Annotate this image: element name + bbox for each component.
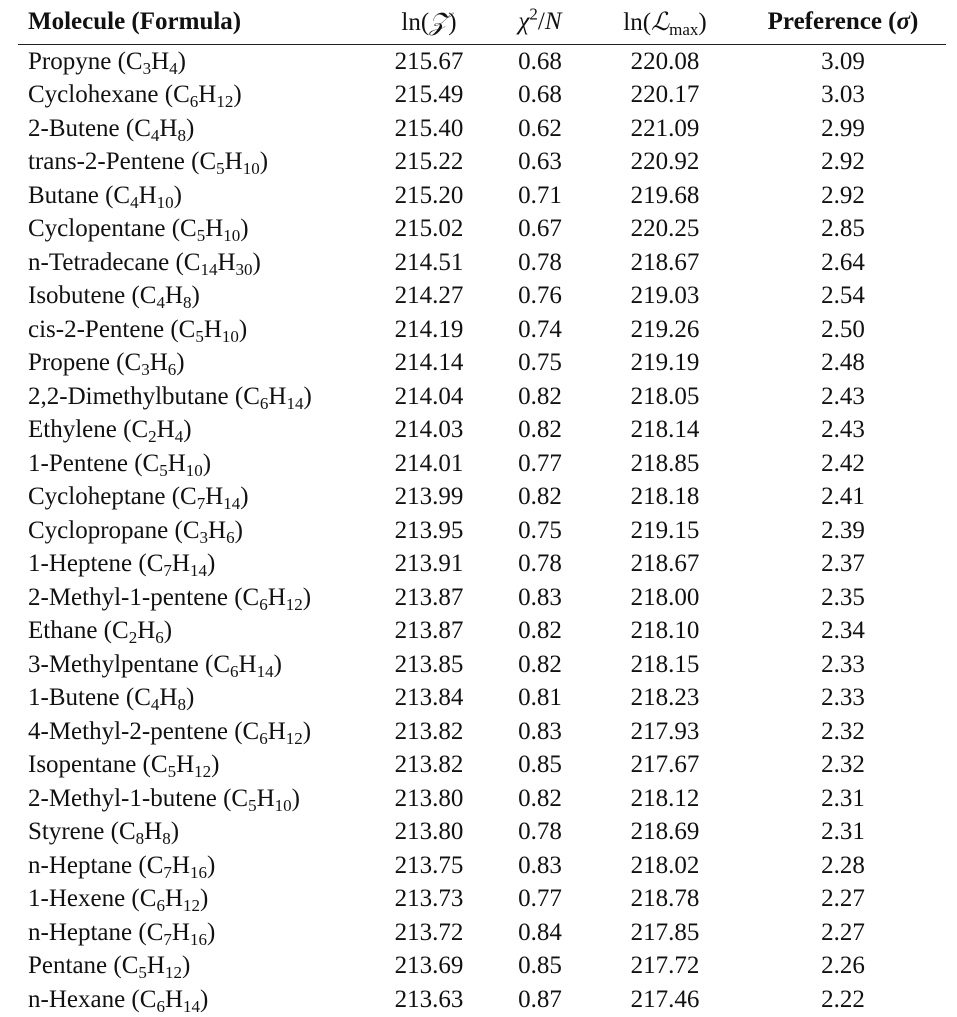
molecule-name: Butane (28, 181, 99, 209)
table-row (18, 648, 946, 682)
chi-squared-cell: 0.82 (518, 416, 562, 444)
table-body (18, 45, 946, 1017)
ln-z-cell: 215.02 (394, 215, 464, 243)
chi-squared-cell: 0.81 (518, 684, 562, 712)
preference-cell: 2.50 (821, 315, 865, 343)
ln-l-max-cell: 218.78 (630, 885, 700, 913)
molecule-cell: n-Heptane $(C_7H_{16})$ (28, 918, 216, 949)
molecule-name: 2-Methyl-1-butene (28, 784, 217, 812)
chi-squared-cell: 0.75 (518, 349, 562, 377)
ln-z-cell: 215.49 (394, 81, 464, 109)
molecule-formula: $C_7H_{14}$ (146, 550, 207, 580)
molecule-formula: $C_6H_{12}$ (242, 583, 303, 614)
table-row (18, 347, 946, 381)
preference-cell: 2.54 (821, 282, 865, 310)
ln-l-max-cell: 218.10 (630, 617, 700, 645)
molecule-cell: 1-Heptene $(C_7H_{14})$ (28, 550, 216, 580)
molecule-cell: Propyne $(C_3H_4)$ (28, 47, 186, 78)
table-row (18, 481, 946, 515)
chi-squared-cell: 0.77 (518, 885, 562, 913)
ln-z-cell: 213.72 (394, 918, 464, 946)
molecule-formula: $C_5H_{10}$ (199, 148, 260, 178)
chi-squared-cell: 0.82 (518, 483, 562, 511)
ln-z-cell: 214.19 (394, 315, 464, 343)
table-row (18, 950, 946, 984)
ln-z-cell: 213.87 (394, 617, 464, 645)
preference-cell: 2.39 (821, 516, 865, 544)
chi-squared-cell: 0.84 (518, 918, 562, 946)
molecule-cell: 1-Pentene $(C_5H_{10})$ (28, 449, 212, 480)
molecule-cell: 3-Methylpentane $(C_6H_{14})$ (28, 650, 282, 681)
chi-squared-cell: 0.83 (518, 583, 562, 611)
ln-l-max-cell: 219.26 (630, 315, 700, 343)
table-row (18, 782, 946, 816)
header-ln-z: ln(𝒵) (368, 0, 490, 45)
molecule-formula: $C_6H_{14}$ (139, 985, 200, 1016)
molecule-formula: $C_2H_4$ (131, 416, 184, 446)
table-row (18, 514, 946, 548)
preference-cell: 2.34 (821, 617, 865, 645)
ln-l-max-cell: 220.92 (630, 148, 700, 176)
molecule-cell: Cyclopentane $(C_5H_{10})$ (28, 215, 249, 245)
molecule-cell: Cyclohexane $(C_6H_{12})$ (28, 81, 242, 111)
ln-l-max-cell: 219.68 (630, 181, 700, 209)
molecule-formula: $C_6H_{12}$ (139, 885, 200, 915)
molecule-name: Pentane (28, 952, 108, 980)
molecule-name: Propyne (28, 47, 112, 75)
molecule-name: n-Hexane (28, 985, 126, 1013)
molecule-formula: $C_4H_8$ (134, 114, 186, 145)
preference-cell: 2.99 (821, 114, 865, 142)
molecule-formula: $C_6H_{14}$ (213, 650, 274, 681)
chi-squared-cell: 0.82 (518, 382, 562, 410)
table-row (18, 179, 946, 213)
ln-l-max-cell: 218.23 (630, 684, 700, 712)
preference-cell: 2.48 (821, 349, 865, 377)
molecule-formula: $C_5H_{10}$ (231, 784, 292, 815)
preference-cell: 2.42 (821, 449, 865, 477)
molecule-name: Cycloheptane (28, 483, 166, 511)
molecule-name: Isopentane (28, 751, 137, 779)
preference-cell: 2.41 (821, 483, 865, 511)
ln-z-cell: 213.91 (394, 550, 464, 578)
chi-squared-cell: 0.63 (518, 148, 562, 176)
preference-cell: 2.33 (821, 650, 865, 678)
ln-z-cell: 214.51 (394, 248, 464, 276)
table-row (18, 112, 946, 146)
table-row (18, 816, 946, 850)
preference-cell: 2.31 (821, 784, 865, 812)
ln-l-max-cell: 218.67 (630, 248, 700, 276)
molecule-name: n-Heptane (28, 851, 133, 879)
molecule-formula: $C_{14}H_{30}$ (183, 248, 253, 279)
table-row (18, 79, 946, 113)
molecule-formula: $C_8H_8$ (118, 818, 171, 848)
chi-squared-cell: 0.87 (518, 985, 562, 1013)
molecule-formula: $C_6H_{12}$ (173, 81, 234, 111)
chi-squared-cell: 0.71 (518, 181, 562, 209)
molecule-cell: 1-Butene $(C_4H_8)$ (28, 684, 195, 714)
ln-z-cell: 214.14 (394, 349, 464, 377)
molecule-cell: Cycloheptane $(C_7H_{14})$ (28, 483, 249, 513)
molecule-formula: $C_3H_6$ (182, 516, 235, 547)
ln-z-cell: 213.87 (394, 583, 464, 611)
chi-squared-cell: 0.68 (518, 81, 562, 109)
molecule-cell: 4-Methyl-2-pentene $(C_6H_{12})$ (28, 717, 312, 748)
table-row (18, 548, 946, 582)
ln-z-cell: 213.75 (394, 851, 464, 879)
table-row (18, 849, 946, 883)
molecule-cell: Cyclopropane $(C_3H_6)$ (28, 516, 243, 547)
chi-squared-cell: 0.82 (518, 650, 562, 678)
molecule-cell: Butane $(C_4H_{10})$ (28, 181, 182, 212)
molecule-preference-table (18, 0, 946, 1017)
preference-cell: 2.37 (821, 550, 865, 578)
table-row (18, 146, 946, 180)
chi-squared-cell: 0.83 (518, 851, 562, 879)
preference-cell: 2.27 (821, 885, 865, 913)
ln-z-cell: 214.01 (394, 449, 464, 477)
ln-z-cell: 213.95 (394, 516, 464, 544)
chi-squared-cell: 0.82 (518, 784, 562, 812)
molecule-cell: Isobutene $(C_4H_8)$ (28, 282, 200, 312)
table-row (18, 916, 946, 950)
ln-l-max-cell: 218.05 (630, 382, 700, 410)
ln-l-max-cell: 218.18 (630, 483, 700, 511)
ln-l-max-cell: 217.67 (630, 751, 700, 779)
molecule-name: 2-Methyl-1-pentene (28, 583, 228, 611)
molecule-formula: $C_6H_{12}$ (242, 717, 303, 748)
chi-squared-cell: 0.83 (518, 717, 562, 745)
ln-l-max-cell: 219.19 (630, 349, 700, 377)
molecule-name: Cyclopropane (28, 516, 169, 544)
preference-cell: 2.92 (821, 148, 865, 176)
ln-l-max-cell: 220.08 (630, 47, 700, 75)
preference-cell: 2.26 (821, 952, 865, 980)
preference-cell: 2.43 (821, 382, 865, 410)
table-row (18, 615, 946, 649)
ln-l-max-cell: 218.85 (630, 449, 700, 477)
table-header-row (18, 0, 946, 45)
preference-cell: 2.92 (821, 181, 865, 209)
chi-squared-cell: 0.85 (518, 952, 562, 980)
molecule-name: 1-Heptene (28, 550, 133, 578)
molecule-name: 1-Pentene (28, 449, 128, 477)
molecule-cell: Ethylene $(C_2H_4)$ (28, 416, 192, 446)
molecule-formula: $C_5H_{12}$ (150, 751, 212, 781)
table-row (18, 213, 946, 247)
ln-l-max-cell: 217.72 (630, 952, 700, 980)
molecule-name: Ethylene (28, 416, 117, 444)
molecule-name: 2,2-Dimethylbutane (28, 382, 229, 410)
chi-squared-cell: 0.67 (518, 215, 562, 243)
molecule-name: Ethane (28, 617, 98, 645)
preference-cell: 2.43 (821, 416, 865, 444)
molecule-name: cis-2-Pentene (28, 315, 165, 343)
chi-squared-cell: 0.82 (518, 617, 562, 645)
chi-squared-cell: 0.78 (518, 818, 562, 846)
table-row (18, 715, 946, 749)
molecule-formula: $C_4H_8$ (139, 282, 192, 312)
ln-l-max-cell: 219.03 (630, 282, 700, 310)
chi-squared-cell: 0.76 (518, 282, 562, 310)
ln-l-max-cell: 218.15 (630, 650, 700, 678)
molecule-name: n-Tetradecane (28, 248, 170, 276)
molecule-name: 1-Hexene (28, 885, 126, 913)
molecule-formula: $C_7H_{14}$ (180, 483, 241, 513)
ln-z-cell: 213.82 (394, 751, 464, 779)
molecule-formula: $C_2H_6$ (112, 617, 164, 647)
table-row (18, 883, 946, 917)
ln-l-max-cell: 218.69 (630, 818, 700, 846)
molecule-name: 4-Methyl-2-pentene (28, 717, 228, 745)
ln-z-cell: 213.73 (394, 885, 464, 913)
ln-z-cell: 214.27 (394, 282, 464, 310)
molecule-cell: Styrene $(C_8H_8)$ (28, 818, 180, 848)
preference-cell: 2.32 (821, 751, 865, 779)
preference-cell: 2.22 (821, 985, 865, 1013)
preference-cell: 2.31 (821, 818, 865, 846)
molecule-formula: $C_5H_{10}$ (142, 449, 203, 480)
chi-squared-cell: 0.62 (518, 114, 562, 142)
ln-z-cell: 213.84 (394, 684, 464, 712)
molecule-cell: 2-Methyl-1-butene $(C_5H_{10})$ (28, 784, 300, 815)
table-row (18, 414, 946, 448)
molecule-name: 2-Butene (28, 114, 120, 142)
ln-z-cell: 213.85 (394, 650, 464, 678)
molecule-name: n-Heptane (28, 918, 133, 946)
ln-z-cell: 215.67 (394, 47, 464, 75)
molecule-name: 1-Butene (28, 684, 120, 712)
chi-squared-cell: 0.78 (518, 550, 562, 578)
molecule-cell: Isopentane $(C_5H_{12})$ (28, 751, 220, 781)
ln-l-max-cell: 221.09 (630, 114, 700, 142)
molecule-formula: $C_3H_4$ (125, 47, 178, 78)
preference-cell: 2.64 (821, 248, 865, 276)
ln-z-cell: 214.03 (394, 416, 464, 444)
ln-z-cell: 215.40 (394, 114, 464, 142)
table-row (18, 45, 946, 79)
molecule-cell: 2-Butene $(C_4H_8)$ (28, 114, 195, 145)
preference-cell: 3.03 (821, 81, 865, 109)
preference-cell: 2.85 (821, 215, 865, 243)
chi-squared-cell: 0.68 (518, 47, 562, 75)
molecule-name: trans-2-Pentene (28, 148, 185, 176)
header-molecule: Molecule (Formula) (18, 0, 368, 45)
chi-squared-cell: 0.77 (518, 449, 562, 477)
molecule-cell: n-Tetradecane $(C_{14}H_{30})$ (28, 248, 261, 279)
chi-squared-cell: 0.74 (518, 315, 562, 343)
header-chi-squared: $\chi^2/N$ (490, 0, 590, 45)
ln-z-cell: 213.80 (394, 784, 464, 812)
molecule-name: Cyclohexane (28, 81, 159, 109)
molecule-cell: trans-2-Pentene $(C_5H_{10})$ (28, 148, 269, 178)
ln-l-max-cell: 217.93 (630, 717, 700, 745)
ln-z-cell: 213.69 (394, 952, 464, 980)
ln-l-max-cell: 217.46 (630, 985, 700, 1013)
chi-squared-cell: 0.78 (518, 248, 562, 276)
molecule-cell: cis-2-Pentene $(C_5H_{10})$ (28, 315, 248, 346)
molecule-cell: n-Heptane $(C_7H_{16})$ (28, 851, 216, 882)
table-row (18, 447, 946, 481)
table-row (18, 246, 946, 280)
ln-z-cell: 214.04 (394, 382, 464, 410)
molecule-formula: $C_3H_6$ (124, 349, 177, 379)
header-preference: Preference (σ) (740, 0, 946, 45)
molecule-formula: $C_6H_{14}$ (243, 382, 304, 413)
preference-cell: 3.09 (821, 47, 865, 75)
ln-z-cell: 215.20 (394, 181, 464, 209)
ln-z-cell: 215.22 (394, 148, 464, 176)
molecule-name: 3-Methylpentane (28, 650, 199, 678)
molecule-formula: $C_5H_{10}$ (180, 215, 241, 245)
ln-l-max-cell: 218.12 (630, 784, 700, 812)
ln-l-max-cell: 218.00 (630, 583, 700, 611)
molecule-formula: $C_5H_{10}$ (178, 315, 239, 346)
ln-l-max-cell: 219.15 (630, 516, 700, 544)
molecule-cell: 2,2-Dimethylbutane $(C_6H_{14})$ (28, 382, 312, 413)
molecule-cell: 1-Hexene $(C_6H_{12})$ (28, 885, 209, 915)
table-row (18, 581, 946, 615)
molecule-name: Isobutene (28, 282, 126, 310)
molecule-formula: $C_5H_{12}$ (121, 952, 182, 982)
molecule-formula: $C_7H_{16}$ (146, 851, 207, 882)
molecule-cell: Ethane $(C_2H_6)$ (28, 617, 173, 647)
preference-cell: 2.27 (821, 918, 865, 946)
preference-cell: 2.33 (821, 684, 865, 712)
table-row (18, 682, 946, 716)
header-ln-l-max: ln(ℒ$_{max}$) (590, 0, 740, 45)
molecule-table-container (18, 0, 946, 1017)
preference-cell: 2.32 (821, 717, 865, 745)
chi-squared-cell: 0.85 (518, 751, 562, 779)
table-row (18, 313, 946, 347)
ln-l-max-cell: 218.67 (630, 550, 700, 578)
ln-z-cell: 213.63 (394, 985, 464, 1013)
molecule-name: Styrene (28, 818, 105, 846)
molecule-cell: 2-Methyl-1-pentene $(C_6H_{12})$ (28, 583, 312, 614)
ln-l-max-cell: 218.02 (630, 851, 700, 879)
ln-z-cell: 213.99 (394, 483, 464, 511)
ln-z-cell: 213.80 (394, 818, 464, 846)
ln-l-max-cell: 218.14 (630, 416, 700, 444)
ln-l-max-cell: 217.85 (630, 918, 700, 946)
table-row (18, 380, 946, 414)
table-row (18, 749, 946, 783)
preference-cell: 2.28 (821, 851, 865, 879)
molecule-cell: n-Hexane $(C_6H_{14})$ (28, 985, 209, 1016)
ln-z-cell: 213.82 (394, 717, 464, 745)
table-row (18, 280, 946, 314)
molecule-name: Cyclopentane (28, 215, 166, 243)
molecule-cell: Propene $(C_3H_6)$ (28, 349, 185, 379)
molecule-name: Propene (28, 349, 110, 377)
ln-l-max-cell: 220.25 (630, 215, 700, 243)
molecule-formula: $C_7H_{16}$ (146, 918, 207, 949)
ln-l-max-cell: 220.17 (630, 81, 700, 109)
molecule-formula: $C_4H_8$ (134, 684, 186, 714)
molecule-cell: Pentane $(C_5H_{12})$ (28, 952, 191, 982)
molecule-formula: $C_4H_{10}$ (113, 181, 174, 212)
preference-cell: 2.35 (821, 583, 865, 611)
chi-squared-cell: 0.75 (518, 516, 562, 544)
